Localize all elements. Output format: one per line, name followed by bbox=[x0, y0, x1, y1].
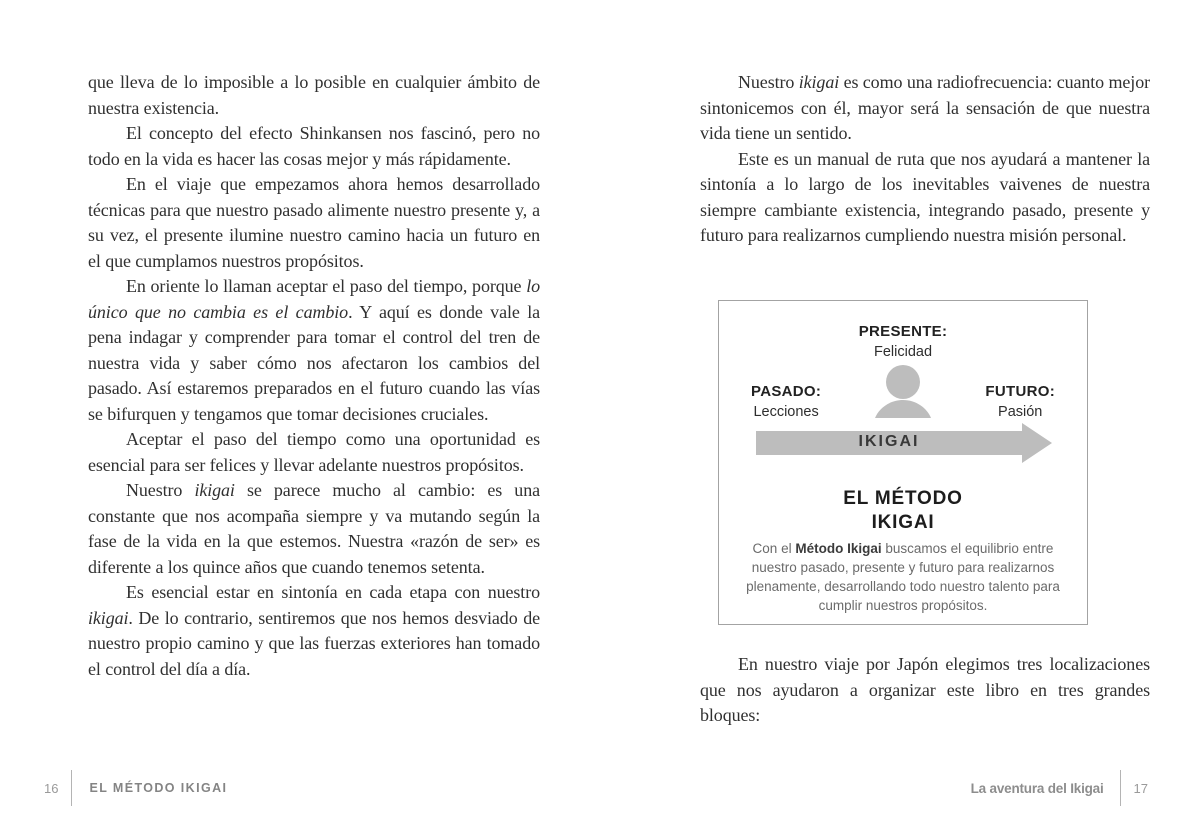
past-label: PASADO: bbox=[751, 383, 822, 400]
diagram-future-block bbox=[985, 383, 1055, 420]
paragraph: Nuestro ikigai es como una radiofrecuencia: cuanto mejor sintonicemos con él, mayor será la sensación de que nuestra vida tiene un sentido. bbox=[700, 72, 1150, 143]
paragraph: Nuestro ikigai se parece mucho al cambio: es una constante que nos acompaña siempre y va mutando según la fase de la vida en la que estemos. Nuestra «razón de ser» es diferente a los quince años que cuando tenemos setenta. bbox=[88, 480, 540, 577]
right-page-footer bbox=[971, 770, 1148, 806]
paragraph: En nuestro viaje por Japón elegimos tres localizaciones que nos ayudaron a organizar este libro en tres grandes bloques: bbox=[700, 654, 1150, 725]
present-label: PRESENTE: bbox=[858, 323, 948, 340]
footer-divider-left bbox=[71, 770, 72, 806]
page-number-left: 16 bbox=[44, 780, 59, 796]
diagram-heading-line2: IKIGAI bbox=[871, 512, 935, 533]
paragraph: En oriente lo llaman aceptar el paso del tiempo, porque lo único que no cambia es el cambio. Y aquí es donde vale la pena indagar y comprender para tomar el control del tren de nuestra vida y saber cómo nos afectaron los cambios del pasado. Así estaremos preparados en el futuro cuando las vías se bifurquen y tengamos que tomar decisiones cruciales. bbox=[88, 276, 541, 424]
diagram-past-block bbox=[751, 383, 821, 420]
paragraph: El concepto del efecto Shinkansen nos fascinó, pero no todo en la vida es hacer las cosas mejor y más rápidamente. bbox=[88, 123, 540, 169]
present-value: Felicidad bbox=[873, 344, 933, 360]
footer-divider-right bbox=[1120, 770, 1121, 806]
paragraph: Aceptar el paso del tiempo como una oportunidad es esencial para ser felices y llevar adelante nuestros propósitos. bbox=[88, 429, 540, 475]
ikigai-diagram-box bbox=[718, 300, 1088, 625]
running-title-left: EL MÉTODO IKIGAI bbox=[89, 781, 228, 795]
diagram-heading-line1: EL MÉTODO bbox=[843, 488, 963, 509]
paragraph: Este es un manual de ruta que nos ayudará a mantener la sintonía a lo largo de los inevitables vaivenes de nuestra siempre cambiante existencia, integrando pasado, presente y futuro para realizarnos cumpliendo nuestra misión personal. bbox=[700, 148, 1150, 245]
future-value: Pasión bbox=[998, 404, 1043, 420]
past-value: Lecciones bbox=[753, 404, 819, 420]
future-label: FUTURO: bbox=[985, 383, 1055, 400]
left-page-text bbox=[88, 70, 540, 682]
right-page-text-bottom bbox=[700, 652, 1150, 729]
right-page-text-top bbox=[700, 70, 1150, 249]
arrow-head bbox=[1022, 423, 1052, 463]
ikigai-arrow-icon bbox=[756, 423, 1052, 463]
diagram-heading bbox=[719, 487, 1087, 535]
diagram-caption: Con el Método Ikigai buscamos el equilibrio entre nuestro pasado, presente y futuro para realizarnos plenamente, desarrollando todo nuestro talento para cumplir nuestros propósitos. bbox=[746, 541, 1060, 613]
paragraph: Es esencial estar en sintonía en cada etapa con nuestro ikigai. De lo contrario, sentiremos que nos hemos desviado de nuestro propio camino y que las fuerzas exteriores han tomado el control del día a día. bbox=[88, 582, 540, 679]
diagram-present-block bbox=[719, 323, 1087, 360]
paragraph: que lleva de lo imposible a lo posible en cualquier ámbito de nuestra existencia. bbox=[88, 72, 540, 118]
left-page-footer bbox=[44, 770, 227, 806]
person-silhouette-icon bbox=[875, 365, 931, 418]
running-title-right: La aventura del Ikigai bbox=[970, 780, 1104, 796]
arrow-label: IKIGAI bbox=[858, 433, 920, 450]
paragraph: En el viaje que empezamos ahora hemos desarrollado técnicas para que nuestro pasado alimente nuestro presente y, a su vez, el presente ilumine nuestro camino hacia un futuro en el que cumplamos nuestros propósitos. bbox=[88, 174, 540, 271]
page-number-right: 17 bbox=[1133, 780, 1148, 796]
